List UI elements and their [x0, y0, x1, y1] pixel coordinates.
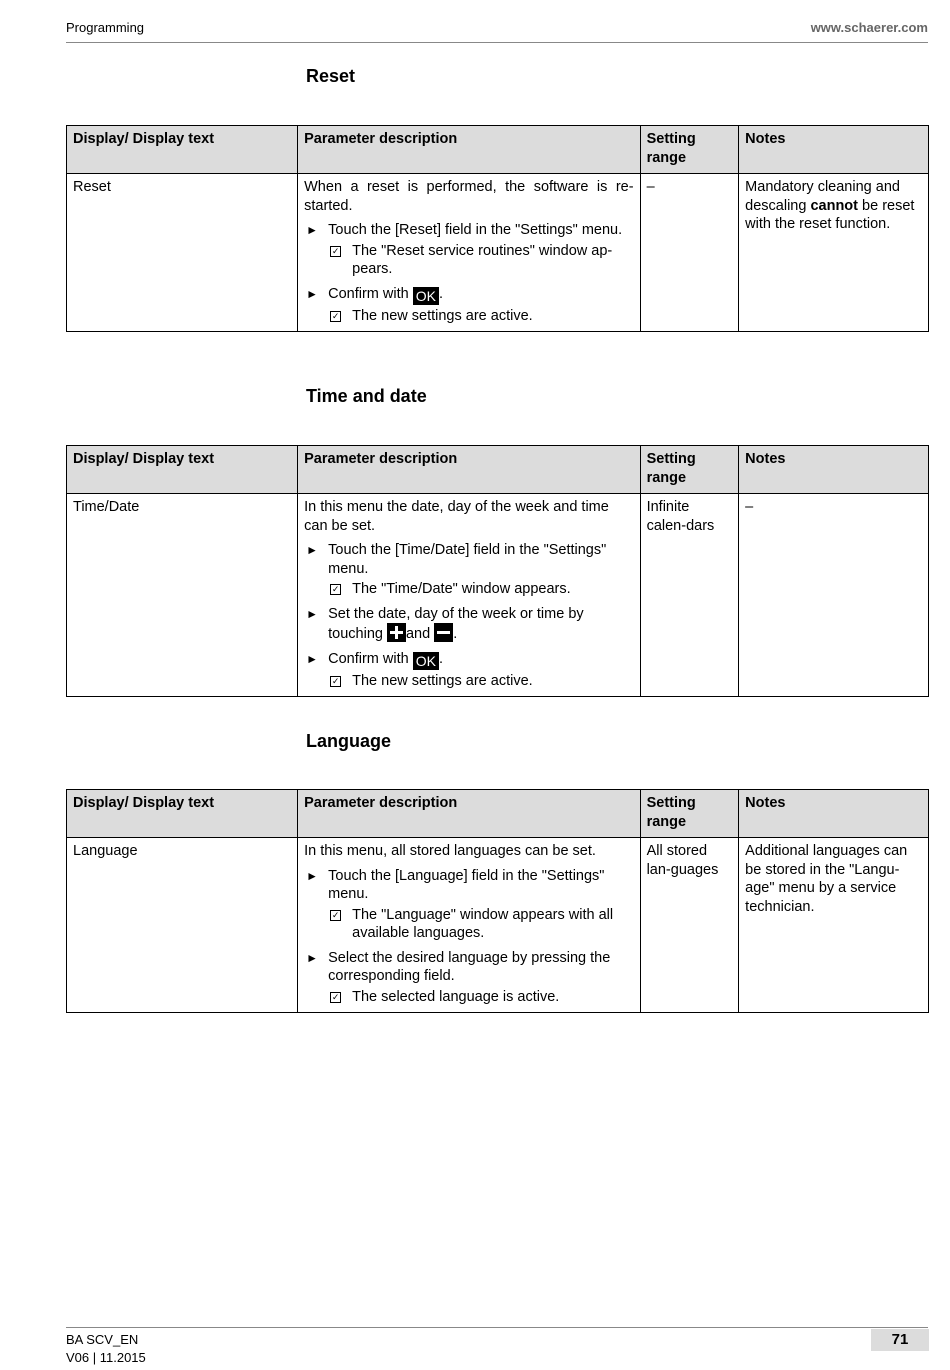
header-divider	[66, 42, 928, 43]
header-website[interactable]: www.schaerer.com	[810, 20, 928, 35]
instruction-step	[304, 285, 633, 305]
plus-key-icon	[387, 623, 406, 642]
footer-doc-info	[66, 1331, 146, 1367]
cell-description	[298, 838, 640, 1013]
footer-version: V06 | 11.2015	[66, 1350, 146, 1365]
checkbox-checked-icon: ✓	[331, 991, 340, 1002]
reset-table	[66, 125, 929, 332]
step-text: Touch the [Language] field in the "Settings" menu.	[328, 867, 605, 902]
footer-divider	[66, 1327, 928, 1328]
result-text: The "Language" window appears with all available languages.	[352, 906, 614, 941]
table-header-row	[67, 126, 929, 174]
arrow-right-icon: ►	[306, 950, 319, 965]
arrow-right-icon: ►	[306, 606, 319, 621]
section-title-reset: Reset	[306, 66, 356, 86]
cell-description	[298, 174, 640, 332]
minus-key-icon	[434, 623, 453, 642]
step-text: Confirm with	[328, 285, 409, 302]
cell-setting-range: –	[640, 174, 739, 332]
instruction-step	[304, 650, 633, 670]
table-row	[67, 494, 929, 697]
cell-display: Reset	[67, 174, 298, 332]
cell-notes: –	[739, 494, 929, 697]
arrow-right-icon: ►	[306, 543, 319, 557]
section-title-language: Language	[306, 731, 392, 751]
instruction-step	[304, 605, 633, 644]
step-result	[304, 672, 633, 691]
table-row	[67, 838, 929, 1013]
page-number: 71	[871, 1329, 929, 1351]
step-result	[304, 906, 633, 943]
column-header-description: Parameter description	[298, 790, 640, 838]
ok-key-icon: OK	[413, 287, 439, 305]
table-row	[67, 174, 929, 332]
instruction-step	[304, 949, 633, 986]
cell-display: Time/Date	[67, 494, 298, 697]
result-text: The new settings are active.	[352, 672, 533, 689]
step-result	[304, 307, 633, 326]
checkbox-checked-icon: ✓	[331, 310, 340, 321]
checkbox-checked-icon: ✓	[331, 584, 340, 594]
checkbox-checked-icon: ✓	[331, 245, 340, 256]
arrow-right-icon: ►	[306, 868, 319, 883]
step-text: Select the desired language by pressing the corresponding field.	[328, 949, 611, 984]
description-intro: In this menu the date, day of the week and time can be set.	[304, 499, 609, 534]
step-text: Touch the [Time/Date] field in the "Settings" menu.	[328, 542, 607, 577]
instruction-step	[304, 221, 633, 240]
description-intro: When a reset is performed, the software is re-started.	[304, 179, 634, 214]
result-text: The selected language is active.	[352, 988, 560, 1005]
step-connector: and	[405, 626, 431, 642]
step-text: Set the date, day of the week or time by touching	[328, 605, 584, 642]
step-text: Touch the [Reset] field in the "Settings" menu.	[328, 222, 623, 238]
table-header-row	[67, 790, 929, 838]
notes-text: be reset with the reset function.	[745, 197, 915, 232]
cell-setting-range: Infinite calen-dars	[640, 494, 739, 697]
step-result	[304, 580, 633, 599]
arrow-right-icon: ►	[306, 651, 319, 666]
column-header-notes: Notes	[739, 790, 929, 838]
instruction-step	[304, 867, 633, 904]
column-header-display: Display/ Display text	[67, 126, 298, 174]
step-suffix: .	[453, 626, 458, 642]
arrow-right-icon: ►	[306, 286, 319, 301]
step-text: Confirm with	[328, 650, 409, 667]
result-text: The "Time/Date" window appears.	[352, 581, 571, 597]
cell-description	[298, 494, 640, 697]
notes-text: Mandatory cleaning and descaling	[745, 179, 900, 214]
column-header-notes: Notes	[739, 126, 929, 174]
result-text: The "Reset service routines" window ap-pears.	[352, 242, 613, 277]
time-date-table	[66, 445, 929, 697]
notes-emphasis: cannot	[810, 197, 858, 214]
result-text: The new settings are active.	[352, 307, 533, 324]
column-header-display: Display/ Display text	[67, 446, 298, 494]
cell-display: Language	[67, 838, 298, 1013]
column-header-display: Display/ Display text	[67, 790, 298, 838]
step-suffix: .	[438, 285, 443, 302]
header-section-label: Programming	[66, 20, 145, 35]
instruction-step	[304, 541, 633, 578]
step-result	[304, 988, 633, 1007]
cell-setting-range: All stored lan-guages	[640, 838, 739, 1013]
column-header-description: Parameter description	[298, 446, 640, 494]
cell-notes	[739, 174, 929, 332]
description-intro: In this menu, all stored languages can be set.	[304, 843, 596, 859]
arrow-right-icon: ►	[306, 223, 319, 237]
cell-notes: Additional languages can be stored in the "Langu-age" menu by a service technician.	[739, 838, 929, 1013]
step-suffix: .	[438, 650, 443, 667]
step-result	[304, 242, 633, 279]
ok-key-icon: OK	[413, 652, 439, 670]
column-header-description: Parameter description	[298, 126, 640, 174]
section-title-time-date: Time and date	[306, 386, 427, 406]
column-header-setting-range: Setting range	[640, 790, 739, 838]
checkbox-checked-icon: ✓	[331, 675, 340, 686]
checkbox-checked-icon: ✓	[331, 909, 340, 920]
column-header-setting-range: Setting range	[640, 446, 739, 494]
column-header-notes: Notes	[739, 446, 929, 494]
column-header-setting-range: Setting range	[640, 126, 739, 174]
footer-doc-id: BA SCV_EN	[66, 1332, 139, 1347]
language-table	[66, 789, 929, 1013]
table-header-row	[67, 446, 929, 494]
